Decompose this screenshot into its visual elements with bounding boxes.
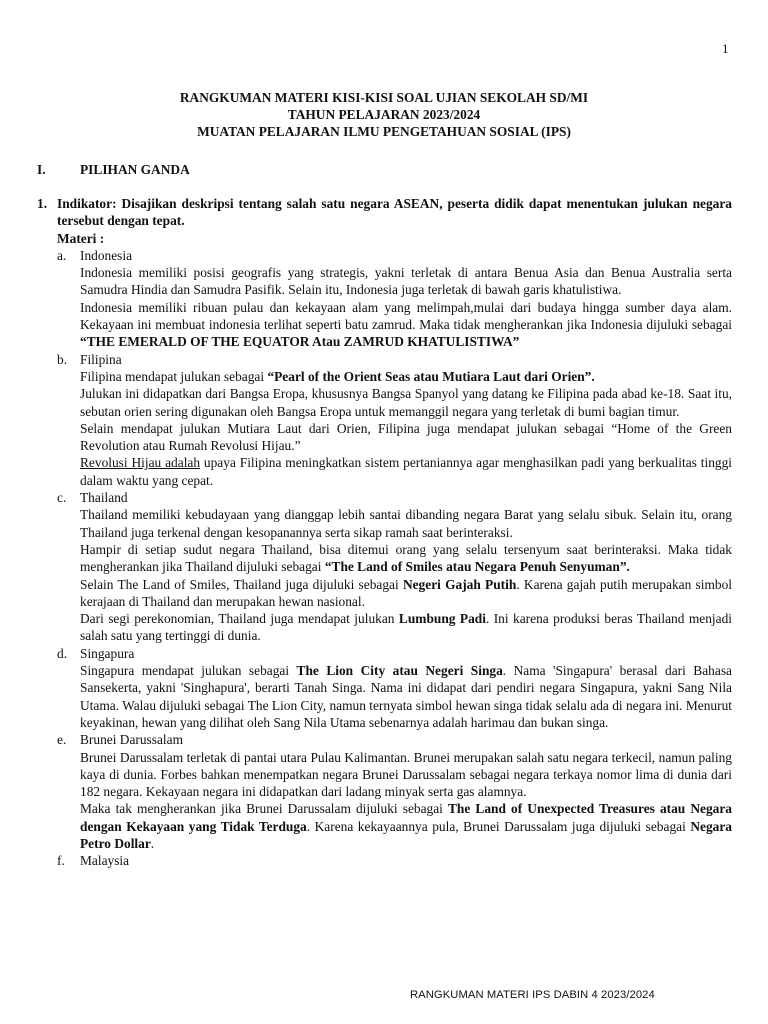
list-letter: b.: [57, 351, 68, 367]
text-run: Filipina mendapat julukan sebagai: [80, 368, 268, 384]
country-name: Filipina: [80, 351, 122, 367]
paragraph: [80, 454, 732, 489]
country-name: Singapura: [80, 645, 135, 661]
paragraph: Indonesia memiliki posisi geografis yang strategis, yakni terletak di antara Benua Asia dan Benua Australia serta Samudra Hindia dan Samudra Pasifik. Selain itu, Indonesia juga terletak di bawah garis khatulistiwa.: [80, 265, 732, 298]
nickname-bold: “Pearl of the Orient Seas atau Mutiara Laut dari Orien”.: [267, 368, 595, 384]
page-number: 1: [722, 41, 729, 56]
country-name: Brunei Darussalam: [80, 732, 184, 748]
country-text-thailand: [80, 506, 732, 644]
section-heading: [37, 161, 190, 178]
text-run: Selain The Land of Smiles, Thailand juga dijuluki sebagai: [80, 576, 403, 592]
text-run: Maka tak mengherankan jika Brunei Darussalam dijuluki sebagai: [80, 801, 448, 817]
text-run: Singapura mendapat julukan sebagai: [80, 663, 297, 679]
list-letter: d.: [57, 645, 68, 661]
text-run: Indonesia memiliki ribuan pulau dan kekayaan alam yang melimpah,mulai dari budaya hingga sumber daya alam. Kekayaan ini membuat indonesia terlihat seperti batu zamrud. Maka tidak mengherankan jika Indonesia dijuluki sebagai: [80, 299, 732, 333]
country-heading-brunei: [57, 731, 732, 748]
country-heading-singapura: [57, 645, 732, 662]
paragraph: [80, 299, 732, 351]
paragraph: [80, 800, 732, 852]
paragraph: Brunei Darussalam terletak di pantai utara Pulau Kalimantan. Brunei merupakan salah satu negara terkecil, namun paling kaya di dunia. Forbes bahkan menempatkan negara Brunei Darussalam sebagai negara terkaya nomor lima di dunia dari 182 negara. Kekayaan negara ini didapatkan dari ladang minyak serta gas alamnya.: [80, 749, 732, 800]
paragraph: [80, 576, 732, 611]
paragraph: Julukan ini didapatkan dari Bangsa Eropa, khususnya Bangsa Spanyol yang datang ke Filipina pada abad ke-18. Saat itu, sebutan orien sering digunakan oleh Bangsa Eropa untuk memanggil negara yang terletak di bumi bagian timur.: [80, 386, 732, 419]
paragraph: [80, 368, 732, 385]
country-text-singapura: [80, 662, 732, 731]
nickname-bold: “The Land of Smiles atau Negara Penuh Senyuman”.: [324, 559, 630, 575]
underlined-term: Revolusi Hijau adalah: [80, 455, 201, 471]
country-heading-malaysia: [57, 852, 732, 869]
nickname-bold: The Lion City atau Negeri Singa: [296, 663, 503, 679]
title-line-3: MUATAN PELAJARAN ILMU PENGETAHUAN SOSIAL (IPS): [197, 124, 571, 139]
nickname-bold: Lumbung Padi: [398, 611, 486, 627]
text-run: . Karena kekayaannya pula, Brunei Darussalam juga dijuluki sebagai: [306, 818, 691, 834]
text-run: Dari segi perekonomian, Thailand juga mendapat julukan: [80, 611, 399, 627]
paragraph: Thailand memiliki kebudayaan yang dianggap lebih santai dibanding negara Barat yang selalu sibuk. Selain itu, orang Thailand juga terkenal dengan kesopanannya serta sikap ramah saat berinteraksi.: [80, 507, 732, 540]
question-item: [37, 195, 732, 870]
question-number: 1.: [37, 196, 48, 211]
nickname-bold: The Land of Unexpected Treasures atau Negara dengan Kekayaan yang Tidak Terduga: [80, 801, 732, 834]
country-name: Indonesia: [80, 247, 133, 263]
country-name: Malaysia: [80, 853, 130, 869]
paragraph: [80, 610, 732, 645]
paragraph: [80, 541, 732, 576]
title-line-2: TAHUN PELAJARAN 2023/2024: [287, 107, 481, 122]
list-letter: c.: [57, 490, 67, 506]
list-letter: f.: [57, 853, 65, 869]
country-heading-filipina: [57, 351, 732, 368]
text-run: . Nama 'Singapura' berasal dari Bahasa Sansekerta, yakni 'Singhapura', berarti Tanah Singa. Nama ini didapat dari pendiri negara Singapura, yakni Sang Nila Utama. Walau dijuluki sebagai The Lion City, namun ternyata simbol hewan singa tidak selalu ada di negara ini. Menurut keyakinan, hewan yang dilihat oleh Sang Nila Utama sebenarnya adalah harimau dan bukan singa.: [80, 663, 732, 730]
text-run: Hampir di setiap sudut negara Thailand, bisa ditemui orang yang selalu tersenyum saat berinteraksi. Maka tidak mengherankan jika Thailand dijuluki sebagai: [80, 541, 732, 575]
title-line-1: RANGKUMAN MATERI KISI-KISI SOAL UJIAN SEKOLAH SD/MI: [179, 90, 589, 105]
country-text-filipina: [80, 368, 732, 489]
country-name: Thailand: [80, 490, 128, 506]
country-text-indonesia: [80, 264, 732, 350]
country-text-brunei: [80, 749, 732, 853]
section-title: PILIHAN GANDA: [80, 162, 190, 177]
nickname-bold: Negeri Gajah Putih: [402, 576, 517, 592]
nickname-bold: Negara Petro Dollar: [80, 818, 732, 851]
section-number: I.: [37, 162, 46, 177]
nickname-bold: “THE EMERALD OF THE EQUATOR Atau ZAMRUD KHATULISTIWA”: [80, 334, 520, 350]
document-title: [0, 89, 768, 140]
paragraph: Selain mendapat julukan Mutiara Laut dari Orien, Filipina juga mendapat julukan sebagai “Home of the Green Revolution atau Rumah Revolusi Hijau.”: [80, 420, 732, 454]
text-run: . Karena gajah putih merupakan simbol kerajaan di Thailand dan merupakan hewan nasional.: [80, 576, 732, 609]
list-letter: a.: [57, 247, 67, 263]
country-heading-indonesia: [57, 247, 732, 264]
paragraph: [80, 662, 732, 731]
list-letter: e.: [57, 732, 67, 748]
text-run: . Ini karena produksi beras Thailand menjadi salah satu yang tertinggi di dunia.: [80, 611, 733, 644]
text-run: .: [150, 835, 155, 851]
page-footer: RANGKUMAN MATERI IPS DABIN 4 2023/2024: [410, 989, 655, 1001]
materi-label: Materi :: [57, 230, 105, 246]
question-body: [57, 195, 732, 870]
indicator-text: Indikator: Disajikan deskripsi tentang salah satu negara ASEAN, peserta didik dapat menentukan julukan negara tersebut dengan tepat.: [57, 196, 732, 229]
text-run: upaya Filipina meningkatkan sistem pertaniannya agar menghasilkan padi yang berkualitas tinggi dalam waktu yang cepat.: [80, 455, 732, 488]
document-body: [37, 195, 732, 870]
country-heading-thailand: [57, 489, 732, 506]
